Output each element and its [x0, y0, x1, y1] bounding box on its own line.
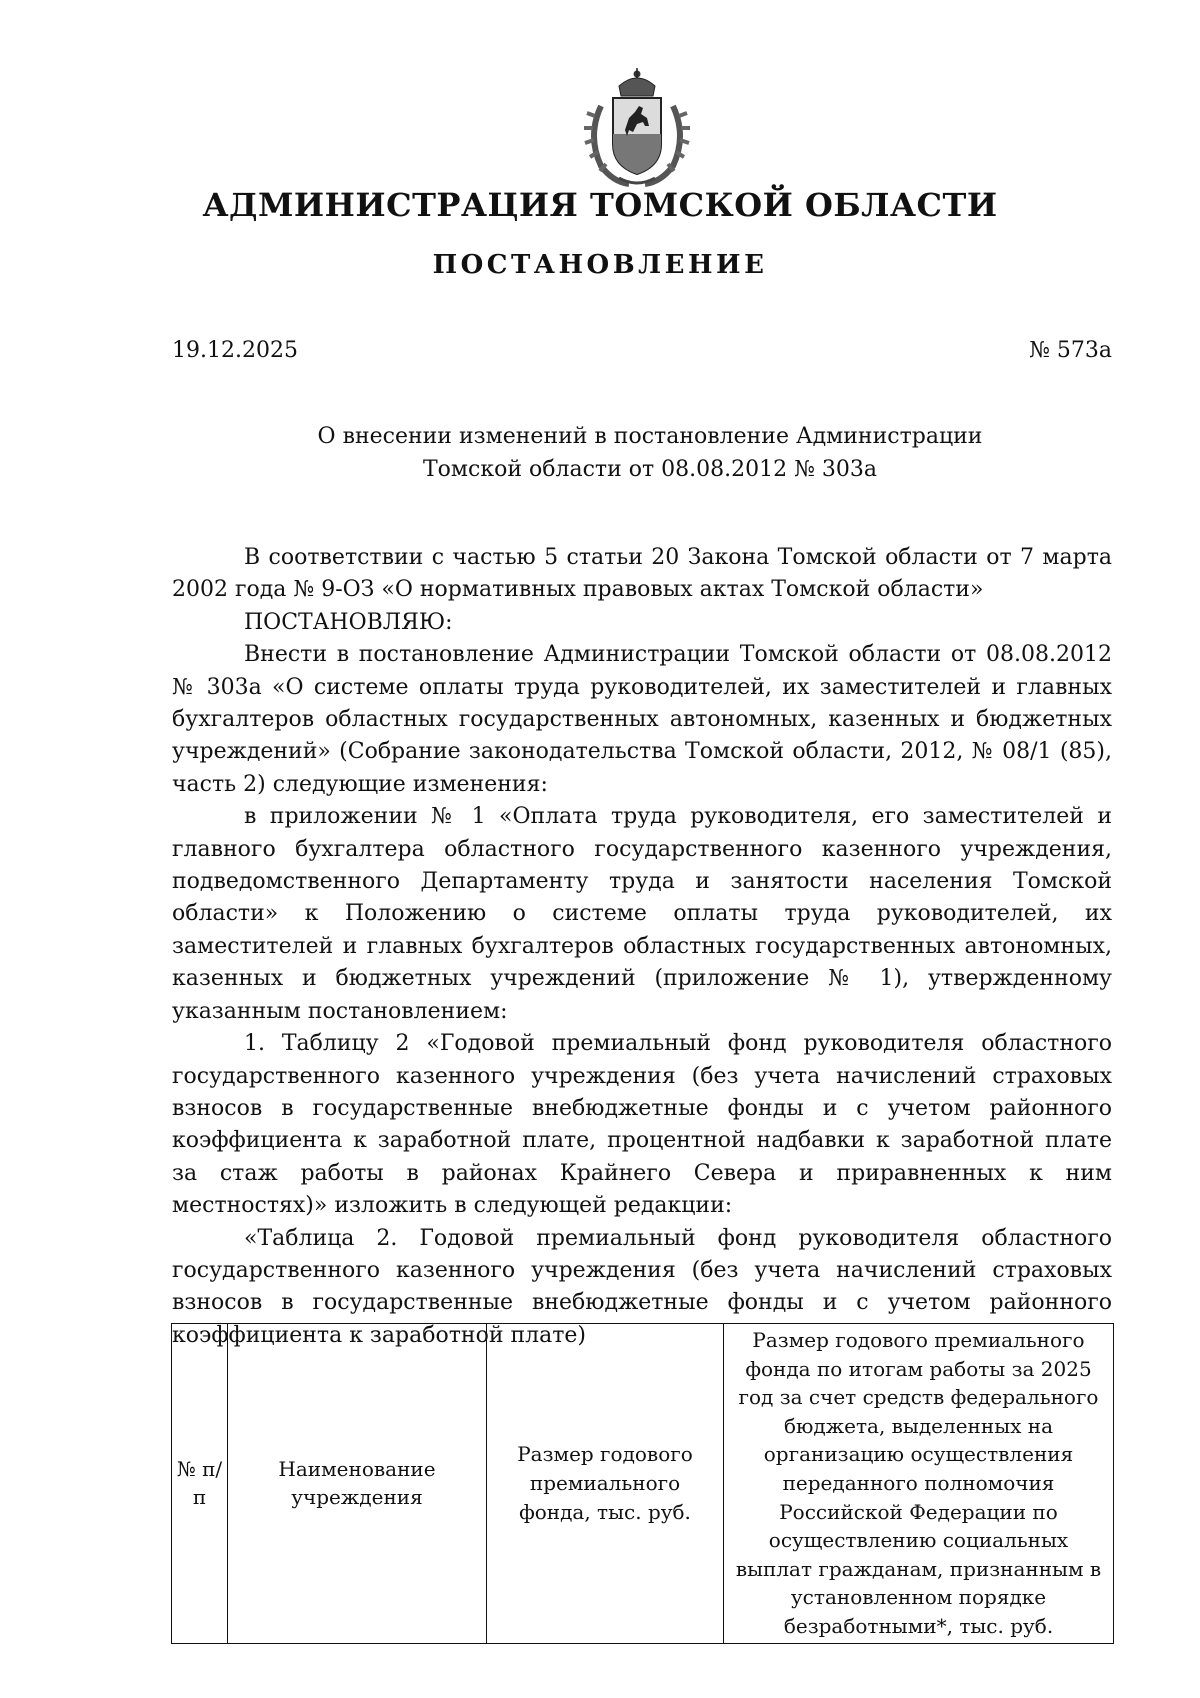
subject-line-2: Томской области от 08.08.2012 № 303а [422, 457, 878, 482]
paragraph-table-title: «Таблица 2. Годовой премиальный фонд руководителя областного государственного казенного учреждения (без учета начислений страховых взносов в государственные внебюджетные фонды и с учетом районного коэффициента к заработной плате) [172, 1225, 1112, 1348]
header-cell-fund-size: Размер годового премиального фонда, тыс. руб. [487, 1324, 724, 1644]
document-number: № 573а [1029, 338, 1112, 363]
document-subject [250, 420, 1050, 486]
header-cell-number: № п/п [172, 1324, 228, 1644]
paragraph-amend: Внести в постановление Администрации Томской области от 08.08.2012 № 303а «О системе оплаты труда руководителей, их заместителей и главных бухгалтеров областных государственных автономных, казенных и бюджетных учреждений» (Собрание законодательства Томской области, 2012, № 08/1 (85), часть 2) следующие изменения: [172, 642, 1112, 797]
document-date: 19.12.2025 [172, 338, 298, 363]
document-body [172, 542, 1112, 1352]
header-cell-federal-fund: Размер годового премиального фонда по итогам работы за 2025 год за счет средств федерального бюджета, выделенных на организацию осуществления переданного полномочия Российской Федерации по осуществлению социальных выплат гражданам, признанным в установленном порядке безработными*, тыс. руб. [724, 1324, 1114, 1644]
paragraph-appendix: в приложении № 1 «Оплата труда руководителя, его заместителей и главного бухгалтера областного государственного казенного учреждения, подведомственного Департаменту труда и занятости населения Томской области» к Положению о системе оплаты труда руководителей, их заместителей и главных бухгалтеров областных государственных автономных, казенных и бюджетных учреждений (приложение № 1), утвержденному указанным постановлением: [172, 804, 1112, 1024]
organization-title: АДМИНИСТРАЦИЯ ТОМСКОЙ ОБЛАСТИ [202, 186, 998, 224]
tomsk-coat-of-arms-icon [579, 66, 695, 190]
header-cell-institution: Наименование учреждения [228, 1324, 487, 1644]
subject-line-1: О внесении изменений в постановление Администрации [317, 424, 983, 449]
table-header-row [172, 1324, 1114, 1644]
paragraph-resolve: ПОСТАНОВЛЯЮ: [244, 609, 453, 635]
paragraph-basis: В соответствии с частью 5 статьи 20 Закона Томской области от 7 марта 2002 года № 9-ОЗ «О нормативных правовых актах Томской области» [172, 545, 1112, 603]
document-type: ПОСТАНОВЛЕНИЕ [432, 250, 768, 280]
premium-fund-table [171, 1323, 1114, 1644]
paragraph-item-1: 1. Таблицу 2 «Годовой премиальный фонд руководителя областного государственного казенного учреждения (без учета начислений страховых взносов в государственные внебюджетные фонды и с учетом районного коэффициента к заработной плате, процентной надбавки к заработной плате за стаж работы в районах Крайнего Севера и приравненных к ним местностях)» изложить в следующей редакции: [172, 1031, 1112, 1219]
